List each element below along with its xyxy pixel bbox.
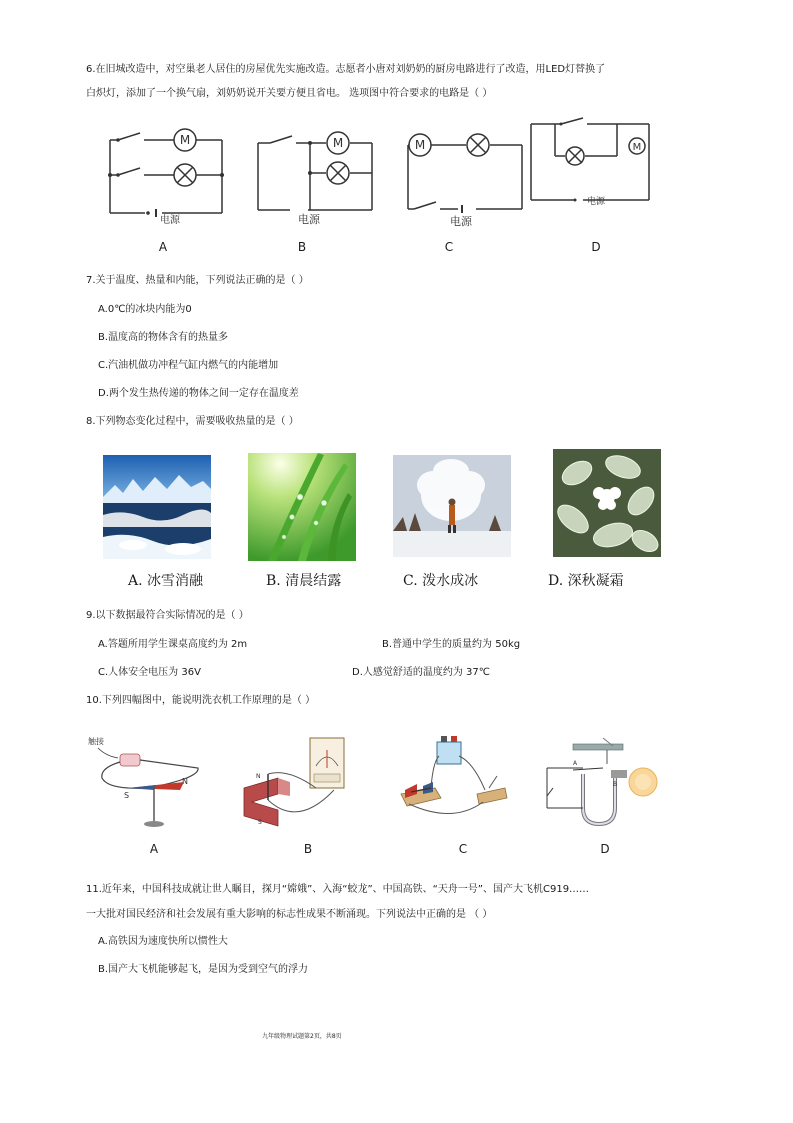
photo-ice-melting (103, 455, 211, 559)
q11-option-b: B.国产大飞机能够起飞，是因为受到空气的浮力 (98, 964, 309, 975)
power-label-c: 电源 (450, 215, 472, 228)
power-label-a: 电源 (160, 215, 180, 226)
circuit-diagram-d (525, 118, 655, 208)
induction-experiment-figure (238, 738, 353, 833)
q6-option-c-label: C (444, 240, 454, 254)
svg-text:B: B (613, 781, 618, 788)
svg-text:S: S (124, 791, 130, 800)
q7-option-a: A.0℃的冰块内能为0 (98, 304, 192, 315)
q8-caption-c: C. 泼水成冰 (403, 573, 479, 589)
q8-caption-b: B. 清晨结露 (266, 573, 342, 589)
touch-label: 触接 (88, 737, 104, 746)
svg-text:A: A (573, 760, 578, 767)
circuit-diagram-a (100, 125, 230, 226)
q8-caption-a: A. 冰雪消融 (128, 573, 204, 589)
q6-option-b-label: B (297, 240, 307, 254)
q9-stem: 9.以下数据最符合实际情况的是（ ） (86, 610, 249, 621)
motor-label-a: M (179, 133, 191, 147)
photo-water-to-ice (393, 455, 511, 557)
svg-text:S: S (258, 819, 262, 826)
q8-caption-d: D. 深秋凝霜 (548, 573, 624, 589)
svg-text:N: N (182, 777, 188, 786)
q6-option-d-label: D (591, 240, 601, 254)
q9-option-d: D.人感觉舒适的温度约为 37℃ (352, 667, 491, 678)
power-label-b: 电源 (298, 213, 320, 226)
q7-option-d: D.两个发生热传递的物体之间一定存在温度差 (98, 388, 299, 399)
q7-stem: 7.关于温度、热量和内能，下列说法正确的是（ ） (86, 275, 309, 286)
q6-stem-line1: 6.在旧城改造中，对空巢老人居住的房屋优先实施改造。志愿者小唐对刘奶奶的厨房电路进行了改造，用LED灯替换了 (86, 64, 606, 75)
motor-label-b: M (332, 136, 344, 150)
svg-text:N: N (256, 773, 261, 780)
motor-label-d: M (632, 142, 642, 153)
q10-option-d-label: D (600, 842, 610, 856)
motor-label-c: M (414, 138, 426, 152)
q10-option-a-label: A (149, 842, 159, 856)
q9-option-b: B.普通中学生的质量约为 50kg (382, 639, 521, 650)
q11-stem-line2: 一大批对国民经济和社会发展有重大影响的标志性成果不断涌现。下列说法中正确的是 （ ） (86, 909, 493, 920)
q10-option-b-label: B (303, 842, 313, 856)
q11-option-a: A.高铁因为速度快所以惯性大 (98, 936, 228, 947)
q9-option-c: C.人体安全电压为 36V (98, 667, 201, 678)
q7-option-b: B.温度高的物体含有的热量多 (98, 332, 229, 343)
photo-frost (553, 449, 661, 557)
q6-option-a-label: A (158, 240, 168, 254)
q8-stem: 8.下列物态变化过程中，需要吸收热量的是（ ） (86, 416, 299, 427)
circuit-diagram-b (250, 125, 380, 225)
circuit-diagram-c (400, 125, 530, 228)
q10-option-c-label: C (458, 842, 468, 856)
photo-morning-dew (248, 453, 356, 561)
relay-figure (543, 738, 663, 833)
q10-stem: 10.下列四幅图中，能说明洗衣机工作原理的是（ ） (86, 695, 316, 706)
q11-stem-line1: 11.近年来，中国科技成就让世人瞩目，探月“嫦娥”、入海“蛟龙”、中国高铁、“天舟一号”、国产大飞机C919…… (86, 884, 590, 895)
power-label-d: 电源 (587, 197, 606, 207)
q7-option-c: C.汽油机做功冲程气缸内燃气的内能增加 (98, 360, 279, 371)
q6-stem-line2: 白炽灯，添加了一个换气扇，刘奶奶说开关要方便且省电。 选项图中符合要求的电路是（ ） (86, 88, 493, 99)
motor-principle-figure (393, 732, 511, 832)
q9-option-a: A.答题所用学生课桌高度约为 2m (98, 639, 248, 650)
oersted-experiment-figure (88, 734, 203, 834)
page-footer: 九年级物理试题第2页，共8页 (262, 1033, 342, 1040)
